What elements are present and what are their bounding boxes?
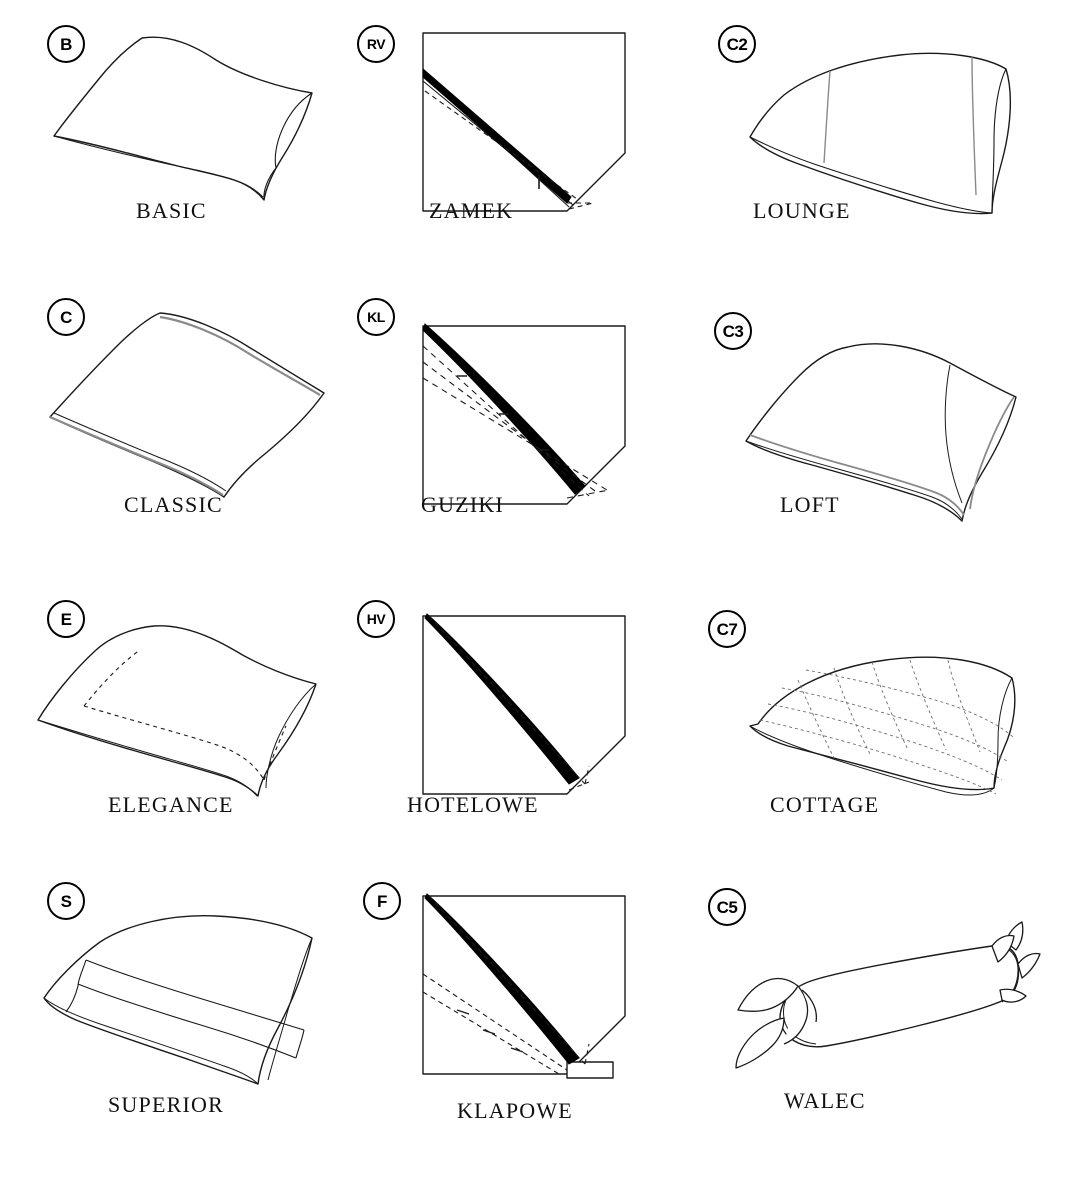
style-label-elegance: ELEGANCE xyxy=(108,792,234,817)
pillow-illustration-zamek xyxy=(417,25,647,220)
chart-cell-elegance[interactable] xyxy=(0,570,357,870)
style-label-classic: CLASSIC xyxy=(124,492,223,517)
pillow-illustration-classic xyxy=(28,305,338,505)
style-code-badge-loft: C3 xyxy=(714,312,752,350)
style-label-walec: WALEC xyxy=(784,1088,866,1113)
pillow-illustration-lounge xyxy=(710,35,1030,225)
chart-cell-lounge[interactable] xyxy=(714,0,1071,270)
style-label-klapowe: KLAPOWE xyxy=(457,1098,573,1123)
style-code-badge-guziki: KL xyxy=(357,298,395,336)
chart-cell-superior[interactable] xyxy=(0,870,357,1160)
chart-cell-klapowe[interactable] xyxy=(357,870,714,1160)
style-code-badge-hotelowe: HV xyxy=(357,600,395,638)
style-code-badge-zamek: RV xyxy=(357,25,395,63)
chart-cell-cottage[interactable] xyxy=(714,570,1071,870)
chart-cell-zamek[interactable] xyxy=(357,0,714,270)
pillow-illustration-superior xyxy=(20,900,340,1100)
style-label-guziki: GUZIKI xyxy=(421,492,504,517)
chart-cell-guziki[interactable] xyxy=(357,270,714,570)
pillow-illustration-klapowe xyxy=(417,888,647,1088)
chart-cell-loft[interactable] xyxy=(714,270,1071,570)
style-label-hotelowe: HOTELOWE xyxy=(407,792,539,817)
chart-cell-hotelowe[interactable] xyxy=(357,570,714,870)
style-code-badge-lounge: C2 xyxy=(718,25,756,63)
style-code-badge-basic: B xyxy=(47,25,85,63)
style-code-badge-superior: S xyxy=(47,882,85,920)
chart-cell-walec[interactable] xyxy=(714,870,1071,1160)
pillow-illustration-walec xyxy=(702,920,1032,1080)
style-label-superior: SUPERIOR xyxy=(108,1092,224,1117)
style-label-zamek: ZAMEK xyxy=(429,198,514,223)
style-code-badge-walec: C5 xyxy=(708,888,746,926)
style-label-lounge: LOUNGE xyxy=(753,198,851,223)
pillow-illustration-guziki xyxy=(417,318,647,513)
style-code-badge-cottage: C7 xyxy=(708,610,746,648)
pillow-illustration-loft xyxy=(724,325,1034,525)
style-code-badge-classic: C xyxy=(47,298,85,336)
chart-cell-classic[interactable] xyxy=(0,270,357,570)
chart-cell-basic[interactable] xyxy=(0,0,357,270)
style-code-badge-klapowe: F xyxy=(363,882,401,920)
style-label-cottage: COTTAGE xyxy=(770,792,880,817)
pillow-illustration-hotelowe xyxy=(417,608,647,803)
style-label-basic: BASIC xyxy=(136,198,207,223)
style-code-badge-elegance: E xyxy=(47,600,85,638)
style-label-loft: LOFT xyxy=(780,492,840,517)
